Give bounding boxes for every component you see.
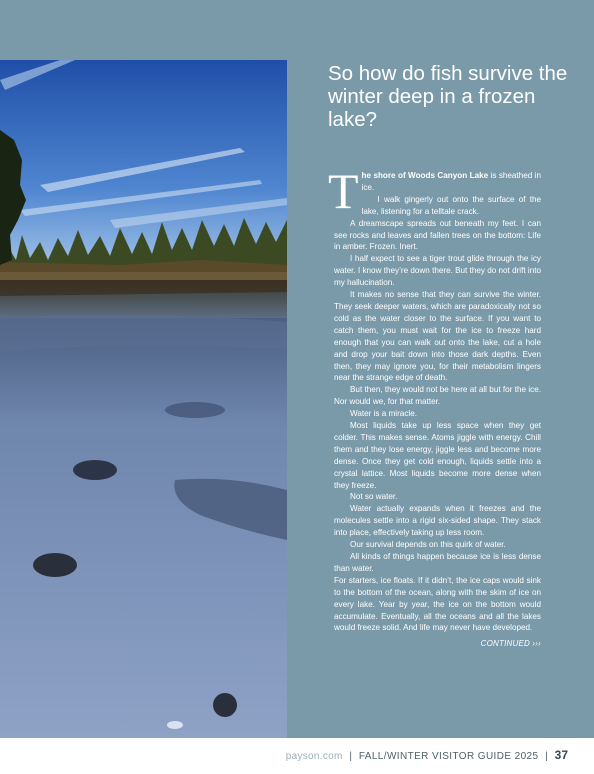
lead-text: is sheathed in ice. <box>361 171 541 192</box>
body-paragraph: Not so water. <box>350 492 398 502</box>
footer-publication-title: FALL/WINTER VISITOR GUIDE 2025 <box>358 751 539 762</box>
body-paragraph: A dreamscape spreads out beneath my feet. I can see rocks and leaves and fallen trees on the bottom: Life in amber. Frozen. Inert. <box>334 218 541 252</box>
article-headline: So how do fish survive the winter deep in a frozen lake? <box>328 62 568 131</box>
lead-bold-text: he shore of Woods Canyon Lake <box>361 171 489 180</box>
body-paragraph: All kinds of things happen because ice is less dense than water. <box>334 552 541 573</box>
body-paragraph: Most liquids take up less space when they get colder. This makes sense. Atoms jiggle with energy. Chill them and they lose energy, jiggle less and become more dense. Once they get cold enough, liquids settle into a crystal lattice. Most liquids become more dense when they freeze. <box>334 421 541 490</box>
body-paragraph: Water is a miracle. <box>350 409 417 419</box>
body-paragraph: I half expect to see a tiger trout glide through the icy water. I know they’re down there. But they do not drift into my hallucination. <box>334 254 541 288</box>
article-body <box>328 163 541 650</box>
frozen-lake-photo <box>0 60 287 738</box>
body-paragraph: It makes no sense that they can survive the winter. They seek deeper waters, which are paradoxically not so cold as the water closer to the surface. If you want to catch them, you must wait for the ice to freeze hard enough that you can walk out onto the lake, cut a hole and drop your bait down into those dark depths. Even then, they may ignore you, for their metabolism lingers near the strange edge of death. <box>334 290 541 383</box>
drop-cap: T <box>328 163 359 219</box>
footer-separator: | <box>349 751 353 762</box>
body-paragraph: But then, they would not be here at all but for the ice. Nor would we, for that matter. <box>334 385 541 407</box>
footer-separator-2: | <box>545 751 548 762</box>
continued-label: CONTINUED ››› <box>480 639 541 649</box>
footer-line <box>286 748 568 762</box>
page-footer <box>0 738 594 774</box>
body-paragraph: Our survival depends on this quirk of water. <box>350 540 506 550</box>
body-paragraph: I walk gingerly out onto the surface of the lake, listening for a telltale crack. <box>361 194 541 216</box>
footer-site: payson.com <box>285 751 343 762</box>
page-number: 37 <box>554 748 568 762</box>
body-paragraph: Water actually expands when it freezes and the molecules settle into a rigid six-sided shape. They stack into place, effectively taking up less room. <box>334 504 541 538</box>
body-paragraph-last: For starters, ice floats. If it didn’t, the ice caps would sink to the bottom of the ocean, along with the skim of ice on every lake. Year by year, the ice on the bottom would accumulate. Eventually, all the oceans and all the lakes would freeze solid. And life may never have developed. <box>334 575 541 633</box>
frozen-lake-photo-graphic <box>0 60 287 738</box>
